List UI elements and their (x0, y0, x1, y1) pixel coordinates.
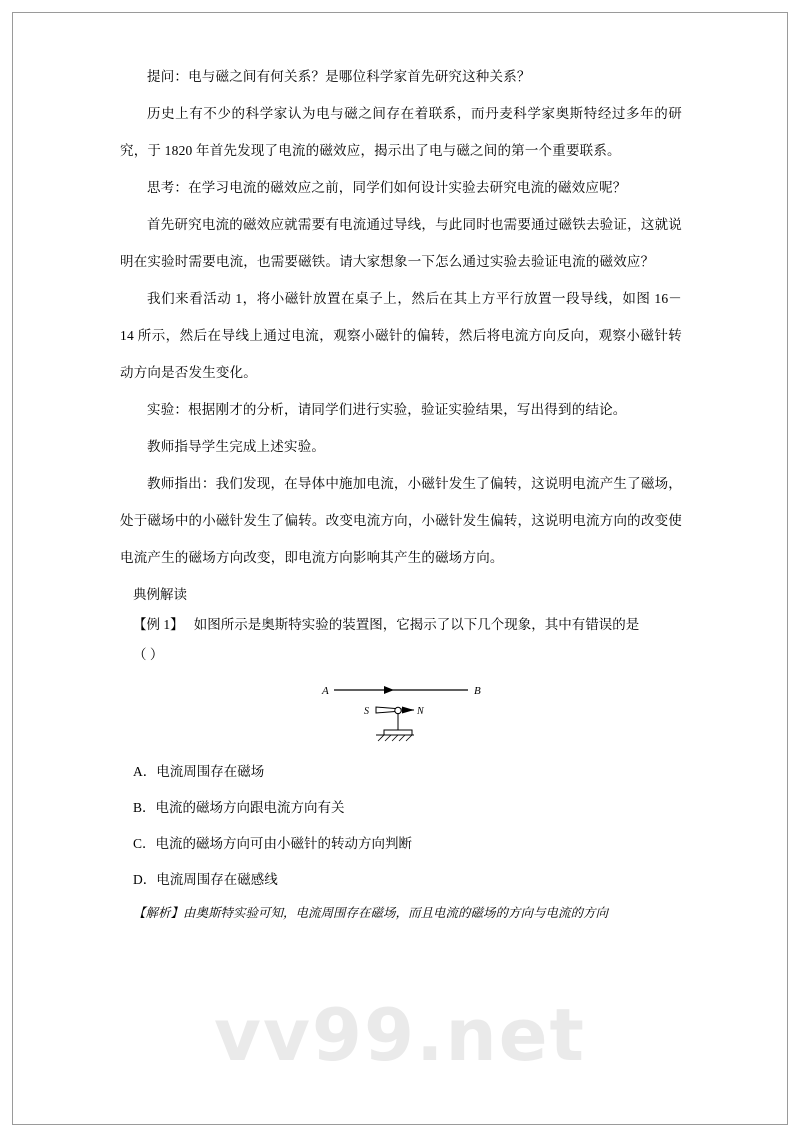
paragraph-teacher-conclusion: 教师指出：我们发现，在导体中施加电流，小磁针发生了偏转，这说明电流产生了磁场，处于磁场中的小磁针发生了偏转。改变电流方向，小磁针发生偏转，这说明电流方向的改变使电流产生的磁场方向改变，即电流方向影响其产生的磁场方向。 (120, 476, 682, 565)
example-question (120, 610, 682, 640)
option-d: D．电流周围存在磁感线 (133, 872, 278, 887)
page-content (120, 58, 682, 928)
paragraph-teacher-guide: 教师指导学生完成上述实验。 (147, 439, 326, 454)
example-answer-blank: （ ） (133, 647, 164, 662)
example-label: 【例 1】 (133, 617, 184, 632)
oersted-apparatus-figure (120, 680, 682, 750)
paragraph-experiment: 实验：根据刚才的分析，请同学们进行实验，验证实验结果，写出得到的结论。 (147, 402, 627, 417)
figure-label-south: S (364, 706, 369, 717)
example-question-text: 如图所示是奥斯特实验的装置图，它揭示了以下几个现象，其中有错误的是 (193, 617, 640, 632)
paragraph-think: 思考：在学习电流的磁效应之前，同学们如何设计实验去研究电流的磁效应呢？ (147, 180, 627, 195)
example-analysis: 【解析】由奥斯特实验可知，电流周围存在磁场，而且电流的磁场的方向与电流的方向 (133, 906, 609, 920)
figure-label-a: A (322, 685, 329, 697)
figure-label-b: B (474, 685, 481, 697)
figure-label-north: N (417, 706, 424, 717)
paragraph-history: 历史上有不少的科学家认为电与磁之间存在着联系，而丹麦科学家奥斯特经过多年的研究，于 1820 年首先发现了电流的磁效应，揭示出了电与磁之间的第一个重要联系。 (120, 106, 682, 158)
paragraph-question-intro: 提问：电与磁之间有何关系？是哪位科学家首先研究这种关系？ (147, 69, 531, 84)
section-title-typical-examples: 典例解读 (133, 587, 187, 602)
watermark: vv99.net (214, 993, 586, 1077)
option-a: A．电流周围存在磁场 (133, 764, 265, 779)
paragraph-activity-one: 我们来看活动 1，将小磁针放置在桌子上，然后在其上方平行放置一段导线，如图 16－14 所示，然后在导线上通过电流，观察小磁针的偏转，然后将电流方向反向，观察小磁针转动方向是否发生变化。 (120, 291, 682, 380)
option-b: B．电流的磁场方向跟电流方向有关 (133, 800, 345, 815)
paragraph-research-method: 首先研究电流的磁效应就需要有电流通过导线，与此同时也需要通过磁铁去验证，这就说明在实验时需要电流，也需要磁铁。请大家想象一下怎么通过实验去验证电流的磁效应？ (120, 217, 682, 269)
figure-drawing (316, 680, 486, 751)
oersted-diagram-svg (316, 680, 486, 746)
option-c: C．电流的磁场方向可由小磁针的转动方向判断 (133, 836, 413, 851)
